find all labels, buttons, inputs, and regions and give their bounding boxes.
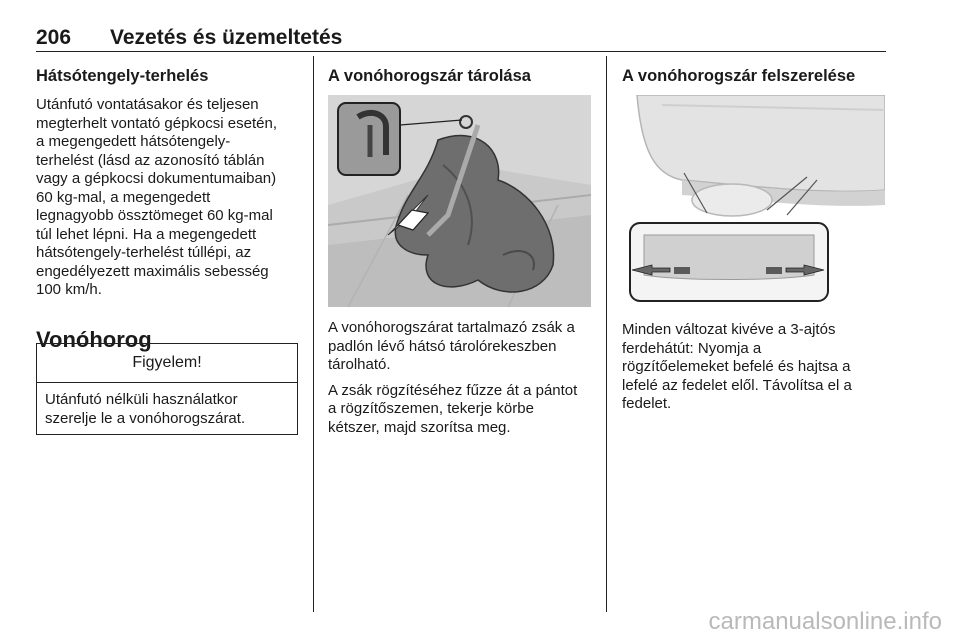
text-line: túl lehet lépni. Ha a megengedett (36, 225, 257, 243)
subheading-installation: A vonóhorogszár felszerelése (622, 67, 856, 85)
text-line: padlón lévő hátsó tárolórekeszben (328, 337, 557, 355)
subheading-rear-axle-load: Hátsótengely-terhelés (36, 67, 209, 85)
text-line: legnagyobb össztömeget 60 kg-mal (36, 207, 273, 224)
text-line: a rögzítőszemen, tekerje körbe (328, 400, 534, 417)
text-line: Utánfutó vontatásakor és teljesen (36, 96, 259, 113)
column-1 (36, 62, 300, 354)
notice-text (37, 383, 297, 428)
text-line: 60 kg-mal, a megengedett (36, 188, 211, 206)
text-line: engedélyezett maximális sebesség (36, 262, 269, 280)
column-3 (622, 62, 886, 87)
text-line: lefelé az fedelet elől. Távolítsa el a (622, 376, 852, 394)
column-divider-2 (606, 56, 607, 612)
rear-axle-paragraph (36, 96, 300, 300)
text-line: Minden változat kivéve a 3-ajtós (622, 321, 836, 338)
column-divider-1 (313, 56, 314, 612)
storage-paragraph-2 (328, 382, 592, 438)
header-rule (36, 51, 886, 52)
page-header (36, 26, 886, 54)
watermark-link[interactable]: carmanualsonline.info (708, 608, 942, 635)
page-number: 206 (36, 26, 72, 49)
bumper-cover-illustration (622, 95, 885, 307)
section-heading-towbar: Vonóhorog (36, 326, 152, 352)
installation-paragraph (622, 321, 886, 414)
text-line: A zsák rögzítéséhez fűzze át a pántot (328, 381, 578, 399)
text-line: vagy a gépkocsi dokumentumaiban) (36, 170, 277, 187)
text-line: szerelje le a vonóhorogszárat. (45, 409, 246, 427)
notice-title: Figyelem! (37, 344, 297, 383)
notice-box (36, 343, 298, 435)
column-2 (328, 62, 592, 87)
column-3-text (622, 321, 886, 414)
text-line: terhelést (lásd az azonosító táblán (36, 151, 265, 169)
text-line: fedelet. (622, 395, 672, 412)
storage-paragraph-1 (328, 319, 592, 375)
text-line: megterhelt vontató gépkocsi esetén, (36, 114, 277, 132)
text-line: Utánfutó nélküli használatkor (45, 391, 238, 408)
text-line: hátsótengely-terhelést túllépi, az (36, 244, 252, 261)
column-2-text (328, 319, 592, 437)
text-line: kétszer, majd szorítsa meg. (328, 418, 511, 436)
subheading-storage: A vonóhorogszár tárolása (328, 67, 531, 85)
text-line: 100 km/h. (36, 281, 102, 298)
running-title: Vezetés és üzemeltetés (110, 26, 343, 49)
text-line: rögzítőelemeket befelé és hajtsa a (622, 358, 851, 375)
text-line: ferdehátút: Nyomja a (622, 339, 762, 357)
text-line: a megengedett hátsótengely- (36, 133, 231, 150)
storage-bag-illustration (328, 95, 591, 307)
text-line: tárolható. (328, 356, 391, 373)
text-line: A vonóhorogszárat tartalmazó zsák a (328, 319, 575, 336)
